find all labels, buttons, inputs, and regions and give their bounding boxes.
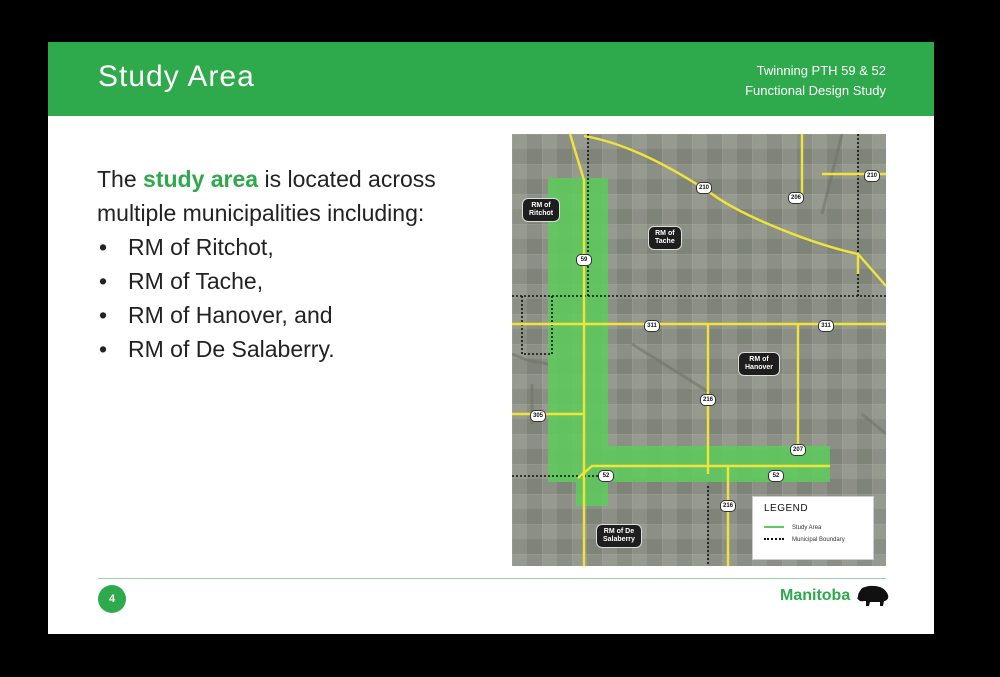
highway-shield-305: 305	[530, 410, 546, 422]
list-item	[97, 264, 477, 298]
manitoba-logo	[780, 583, 890, 609]
highway-shield-210: 210	[864, 170, 880, 182]
list-item-text: RM of Tache,	[128, 268, 264, 294]
list-item-text: RM of Ritchot,	[128, 234, 274, 260]
bullet-icon: •	[99, 336, 108, 362]
map-legend	[752, 496, 874, 560]
footer-divider	[98, 578, 886, 579]
bullet-icon: •	[99, 302, 108, 328]
list-item	[97, 298, 477, 332]
legend-title: LEGEND	[764, 503, 809, 514]
subtitle-line-1: Twinning PTH 59 & 52	[756, 63, 886, 78]
slide-header	[48, 42, 934, 116]
legend-row-study-area	[764, 525, 821, 531]
intro-highlight: study area	[143, 166, 259, 192]
logo-text: Manitoba	[780, 587, 851, 604]
bison-icon	[856, 583, 890, 607]
bullet-icon: •	[99, 268, 108, 294]
rm-label-tache: RM of Tache	[648, 226, 682, 250]
highway-shield-52: 52	[598, 470, 614, 482]
highway-shield-207: 207	[790, 444, 806, 456]
highway-shield-216: 216	[720, 500, 736, 512]
study-area-swatch	[764, 526, 784, 528]
project-subtitle	[745, 61, 886, 101]
list-item-text: RM of De Salaberry.	[128, 336, 335, 362]
legend-label: Study Area	[792, 525, 822, 531]
bullet-icon: •	[99, 234, 108, 260]
highway-shield-59: 59	[576, 254, 592, 266]
study-area-map	[512, 134, 886, 566]
slide-body	[97, 162, 477, 366]
highway-shield-311: 311	[818, 320, 834, 332]
list-item	[97, 332, 477, 366]
rm-label-hanover: RM of Hanover	[738, 352, 780, 376]
legend-row-boundary	[764, 537, 845, 543]
highway-shield-52: 52	[768, 470, 784, 482]
intro-suffix: is located across multiple municipalities including:	[97, 166, 436, 226]
highway-shield-206: 206	[788, 192, 804, 204]
highway-shield-216: 216	[700, 394, 716, 406]
highway-shield-311: 311	[644, 320, 660, 332]
intro-paragraph	[97, 162, 477, 230]
rm-label-ritchot: RM of Ritchot	[522, 198, 560, 222]
intro-prefix: The	[97, 166, 144, 192]
rm-label-desalaberry: RM of De Salaberry	[596, 524, 642, 548]
slide	[48, 42, 934, 634]
page-title: Study Area	[98, 60, 255, 93]
municipality-list	[97, 230, 477, 366]
highway-shield-210: 210	[696, 182, 712, 194]
page-number: 4	[98, 585, 126, 613]
boundary-swatch	[764, 538, 784, 540]
list-item-text: RM of Hanover, and	[128, 302, 333, 328]
legend-label: Municipal Boundary	[792, 537, 845, 543]
list-item	[97, 230, 477, 264]
subtitle-line-2: Functional Design Study	[745, 83, 886, 98]
